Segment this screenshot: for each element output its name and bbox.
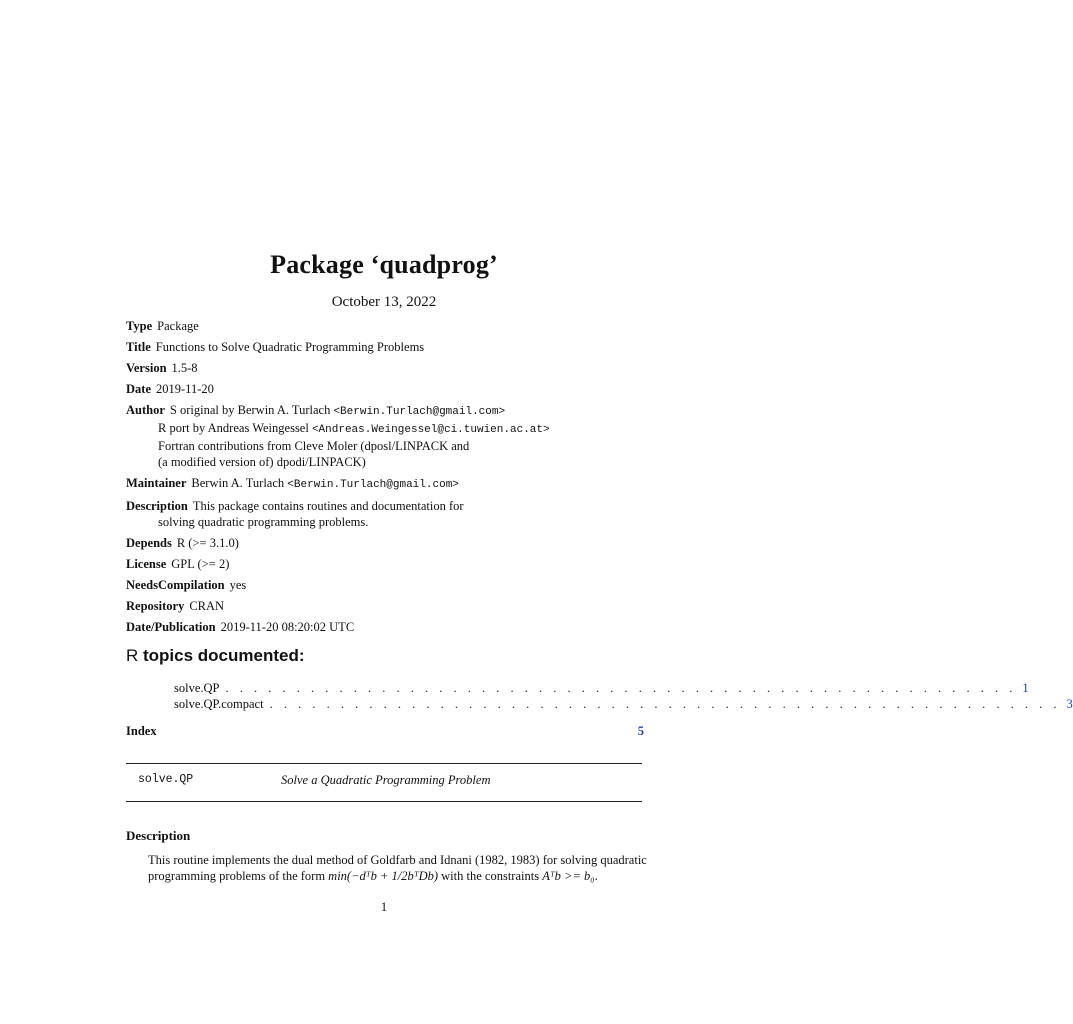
field-value: 2019-11-20	[156, 382, 214, 396]
field-key: Maintainer	[126, 476, 187, 490]
r-logo-text: R	[126, 646, 139, 665]
field-value: R (>= 3.1.0)	[176, 536, 239, 550]
author-text: S original by Berwin A. Turlach	[169, 403, 334, 417]
field-maintainer	[126, 475, 646, 493]
field-key: Type	[126, 319, 153, 333]
author-email[interactable]: <Andreas.Weingessel@ci.tuwien.ac.at>	[311, 424, 550, 436]
field-date-publication	[126, 619, 646, 635]
field-key: Author	[126, 403, 165, 417]
field-value: Package	[157, 319, 199, 333]
field-depends	[126, 535, 646, 551]
author-text: R port by Andreas Weingessel	[158, 421, 312, 435]
author-line-3: Fortran contributions from Cleve Moler (dposl/LINPACK and	[158, 439, 470, 453]
toc-item-page-link[interactable]: 1	[1022, 681, 1029, 695]
toc-item-page-link[interactable]: 3	[1066, 697, 1073, 711]
constraint-formula: Aᵀb >= b₀	[542, 869, 595, 883]
field-value: 1.5-8	[171, 361, 198, 375]
toc-leader-dots: . . . . . . . . . . . . . . . . . . . . . . . . . . . . . . . . . . . . . . . . . . . . . . . . . . . . . . . .	[225, 681, 1017, 695]
toc-item-name[interactable]: solve.QP.compact	[174, 697, 264, 711]
function-name: solve.QP	[138, 773, 194, 786]
description-text: .	[594, 869, 598, 883]
field-value: 2019-11-20 08:20:02 UTC	[220, 620, 355, 634]
objective-formula: min(−dᵀb + 1/2bᵀDb)	[328, 869, 439, 883]
author-line-2	[126, 420, 646, 438]
field-key: Repository	[126, 599, 185, 613]
description-heading: Description	[126, 828, 191, 843]
toc-item-name[interactable]: solve.QP	[174, 681, 220, 695]
field-key: License	[126, 557, 167, 571]
page-number: 1	[380, 900, 388, 914]
index-label[interactable]: Index	[126, 724, 157, 738]
field-key: Version	[126, 361, 167, 375]
description-line-2: solving quadratic programming problems.	[158, 515, 369, 529]
field-value: Functions to Solve Quadratic Programming Problems	[155, 340, 425, 354]
description-body	[148, 852, 648, 884]
field-key: Depends	[126, 536, 172, 550]
header-rule-bottom	[126, 801, 642, 802]
document-date: October 13, 2022	[331, 294, 437, 310]
field-repository	[126, 598, 646, 614]
maintainer-text: Berwin A. Turlach	[191, 476, 288, 490]
description-text: with the constraints	[438, 869, 543, 883]
field-value: CRAN	[189, 599, 225, 613]
field-license	[126, 556, 646, 572]
description-text: programming problems of the form	[148, 869, 329, 883]
description-line-1: This package contains routines and documentation for	[192, 499, 464, 513]
toc-leader-dots: . . . . . . . . . . . . . . . . . . . . . . . . . . . . . . . . . . . . . . . . . . . . . . . . . . . . . . . .	[269, 697, 1061, 711]
field-version	[126, 360, 646, 376]
author-line-1	[126, 402, 646, 420]
author-line-4: (a modified version of) dpodi/LINPACK)	[158, 455, 366, 469]
field-key: Date/Publication	[126, 620, 216, 634]
field-value: GPL (>= 2)	[171, 557, 230, 571]
toc-index-row[interactable]	[126, 724, 644, 739]
index-page-link[interactable]: 5	[637, 724, 644, 738]
field-type	[126, 318, 646, 334]
field-needs-compilation	[126, 577, 646, 593]
toc-item-solve-qp[interactable]	[174, 681, 1029, 697]
field-key: Description	[126, 499, 188, 513]
field-key: NeedsCompilation	[126, 578, 225, 592]
author-email[interactable]: <Berwin.Turlach@gmail.com>	[333, 406, 506, 418]
field-key: Date	[126, 382, 151, 396]
description-line-1: This routine implements the dual method of Goldfarb and Idnani (1982, 1983) for solving quadratic	[148, 853, 647, 867]
field-date	[126, 381, 646, 397]
table-of-contents	[174, 681, 1073, 713]
header-rule-top	[126, 763, 642, 764]
field-title	[126, 339, 646, 355]
topics-heading-text: topics documented:	[138, 646, 305, 665]
field-description	[126, 498, 646, 530]
topics-heading	[126, 646, 305, 666]
field-value: yes	[229, 578, 247, 592]
package-title: Package ‘quadprog’	[270, 250, 498, 279]
field-key: Title	[126, 340, 151, 354]
package-fields	[126, 318, 646, 640]
maintainer-email[interactable]: <Berwin.Turlach@gmail.com>	[287, 479, 459, 491]
function-title: Solve a Quadratic Programming Problem	[281, 773, 491, 787]
description-line-2	[148, 868, 648, 884]
toc-item-solve-qp-compact[interactable]	[174, 697, 1073, 713]
field-author	[126, 402, 646, 470]
